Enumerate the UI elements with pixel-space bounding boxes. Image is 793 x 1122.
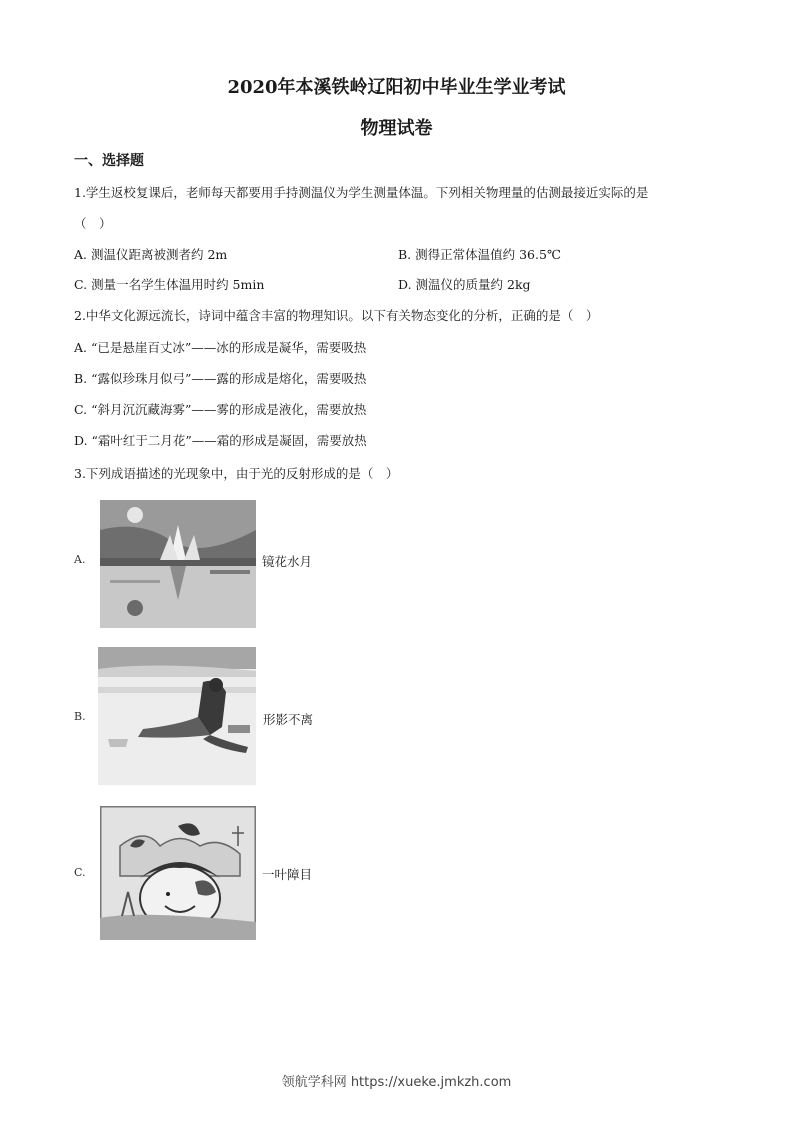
mirror-flower-water-moon-image (100, 500, 256, 628)
question-1-option-c: C. 测量一名学生体温用时约 5min (74, 277, 265, 292)
question-2-option-d: D. “霜叶红于二月花”——霜的形成是凝固，需要放热 (74, 433, 367, 448)
question-1-option-b: B. 测得正常体温值约 36.5℃ (398, 247, 561, 262)
question-1-option-d: D. 测温仪的质量约 2kg (398, 277, 531, 292)
question-1-stem: 1.学生返校复课后，老师每天都要用手持测温仪为学生测量体温。下列相关物理量的估测最接近实际的是 (74, 185, 649, 200)
question-2-stem: 2.中华文化源远流长，诗词中蕴含丰富的物理知识。以下有关物态变化的分析，正确的是（ ） (74, 308, 599, 323)
exam-subtitle: 物理试卷 (360, 118, 433, 139)
question-3-stem: 3.下列成语描述的光现象中，由于光的反射形成的是（ ） (74, 466, 399, 481)
question-1-option-a: A. 测温仪距离被测者约 2m (74, 247, 228, 262)
section-heading: 一、选择题 (74, 153, 144, 169)
question-3-option-c-text: 一叶障目 (262, 867, 313, 882)
question-2-option-b: B. “露似珍珠月似弓”——露的形成是熔化，需要吸热 (74, 371, 367, 386)
exam-title: 2020年本溪铁岭辽阳初中毕业生学业考试 (227, 77, 566, 98)
question-1-paren: （ ） (74, 216, 112, 231)
question-3-option-b-text: 形影不离 (263, 712, 314, 727)
footer-watermark: 领航学科网 https://xueke.jmkzh.com (281, 1075, 512, 1090)
question-3-option-c-letter: C. (74, 866, 86, 879)
question-3-option-a-text: 镜花水月 (262, 554, 313, 569)
question-2-option-c: C. “斜月沉沉藏海雾”——雾的形成是液化，需要放热 (74, 402, 367, 417)
shadow-figure-image (98, 647, 256, 785)
question-2-option-a: A. “已是悬崖百丈冰”——冰的形成是凝华，需要吸热 (74, 340, 367, 355)
question-3-option-a-letter: A. (74, 553, 86, 566)
question-3-option-b-letter: B. (74, 710, 86, 723)
leaf-over-eye-image (100, 806, 256, 940)
